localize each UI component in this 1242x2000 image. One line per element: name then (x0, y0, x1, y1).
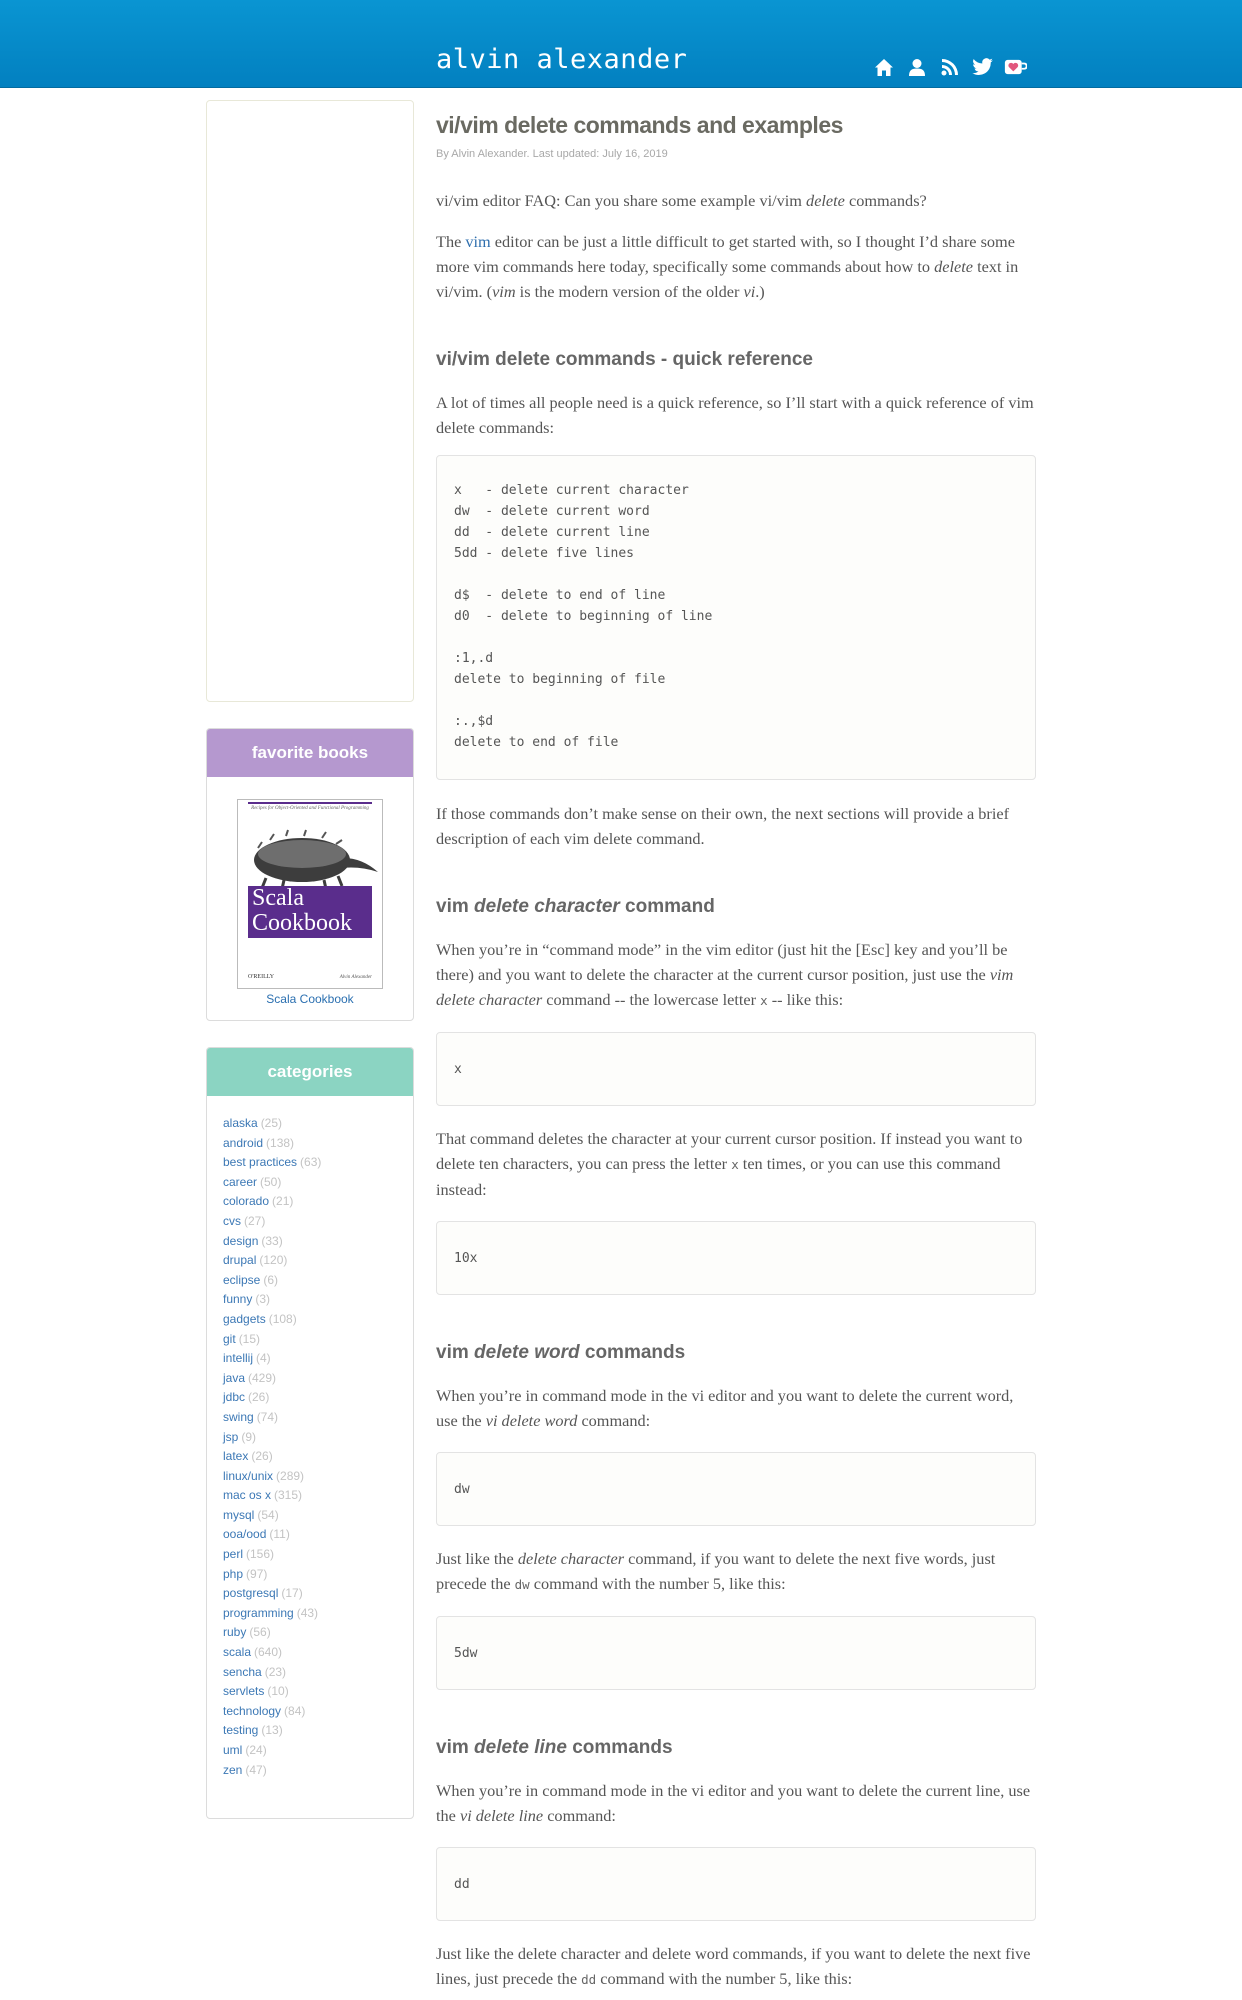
category-link[interactable]: java (223, 1370, 246, 1385)
category-item (223, 1565, 413, 1585)
category-link[interactable]: mac os x (223, 1488, 272, 1503)
category-item (223, 1330, 413, 1350)
category-count: (74) (256, 1409, 279, 1424)
delete-character-paragraph: When you’re in “command mode” in the vim editor (just hit the [Esc] key and you’ll be there) and you want to delete the character at the current cursor position, just use the vim delete character command -- the lowercase letter x -- like this: (436, 940, 1014, 1009)
category-count: (26) (251, 1449, 273, 1464)
five-words-paragraph: Just like the delete character command, if you want to delete the next five words, just precede the dw command with the number 5, like this: (436, 1549, 996, 1593)
category-link[interactable]: jsp (223, 1429, 239, 1444)
category-item (223, 1604, 413, 1624)
site-header (0, 0, 1242, 88)
category-link[interactable]: servlets (223, 1684, 265, 1699)
category-count: (63) (300, 1155, 322, 1170)
article (436, 112, 1036, 1992)
heading-delete-line: vim delete line commands (436, 1737, 673, 1758)
user-icon[interactable] (905, 56, 928, 78)
category-link[interactable]: git (223, 1331, 236, 1346)
article-byline: By Alvin Alexander. Last updated: July 16, 2019 (436, 148, 668, 160)
category-count: (4) (256, 1351, 271, 1366)
heading-delete-character: vim delete character command (436, 896, 715, 917)
code-line: dw - delete current word (454, 504, 650, 519)
code-line (454, 564, 1018, 585)
category-item (223, 1741, 413, 1761)
code-line: x - delete current character (454, 483, 689, 498)
category-link[interactable]: android (223, 1135, 264, 1150)
category-count: (24) (245, 1743, 267, 1757)
category-item (223, 1271, 413, 1291)
code-block-x: x (436, 1032, 1036, 1106)
category-item (223, 1428, 413, 1448)
book-publisher: O'REILLY (248, 974, 275, 980)
category-item (223, 1545, 413, 1565)
category-item (223, 1153, 413, 1173)
category-count: (640) (254, 1645, 283, 1660)
category-count: (56) (249, 1625, 271, 1640)
category-item (223, 1251, 413, 1271)
category-item (223, 1525, 413, 1545)
category-link[interactable]: zen (223, 1762, 243, 1777)
category-link[interactable]: postgresql (223, 1586, 279, 1601)
category-item (223, 1623, 413, 1643)
category-link[interactable]: eclipse (223, 1272, 261, 1287)
delete-word-paragraph: When you’re in command mode in the vi editor and you want to delete the current word, use the vi delete word command: (436, 1386, 1014, 1430)
category-link[interactable]: cvs (223, 1213, 241, 1228)
category-link[interactable]: ruby (223, 1625, 247, 1640)
category-count: (15) (238, 1331, 261, 1346)
category-link[interactable]: gadgets (223, 1311, 266, 1326)
echidna-illustration (244, 828, 380, 890)
category-link[interactable]: design (223, 1233, 259, 1248)
category-count: (120) (259, 1253, 288, 1268)
category-item (223, 1369, 413, 1389)
vim-link[interactable]: vim (465, 232, 491, 251)
favorite-books-widget (206, 728, 414, 1021)
category-item (223, 1114, 413, 1134)
category-count: (315) (274, 1488, 303, 1503)
category-count: (50) (260, 1174, 282, 1189)
category-count: (54) (257, 1507, 279, 1522)
code-line: d0 - delete to beginning of line (454, 609, 713, 624)
category-count: (27) (244, 1213, 266, 1228)
category-link[interactable]: funny (223, 1292, 253, 1307)
category-item (223, 1584, 413, 1604)
category-item (223, 1232, 413, 1252)
category-count: (10) (267, 1684, 289, 1699)
category-item (223, 1761, 413, 1781)
sense-paragraph: If those commands don’t make sense on their own, the next sections will provide a brief description of each vim delete command. (436, 804, 1010, 848)
category-item (223, 1702, 413, 1722)
heading-quick-reference: vi/vim delete commands - quick reference (436, 349, 813, 370)
rss-icon[interactable] (938, 56, 961, 78)
category-item (223, 1134, 413, 1154)
intro-paragraph: The vim editor can be just a little difficult to get started with, so I thought I’d share some more vim commands here today, specifically some commands about how to delete text in vi/vim. (vim is the modern version of the older vi.) (436, 232, 1019, 301)
category-count: (11) (269, 1527, 290, 1542)
heading-delete-word: vim delete word commands (436, 1342, 686, 1363)
category-link[interactable]: sencha (223, 1664, 262, 1679)
category-count: (13) (261, 1723, 283, 1738)
favorite-books-heading: favorite books (207, 729, 413, 777)
code-line: d$ - delete to end of line (454, 588, 666, 603)
category-item (223, 1506, 413, 1526)
category-item (223, 1310, 413, 1330)
category-item (223, 1349, 413, 1369)
quick-reference-code-block (436, 455, 1036, 780)
categories-widget (206, 1047, 414, 1819)
category-count: (21) (272, 1194, 294, 1209)
category-item (223, 1408, 413, 1428)
category-link[interactable]: technology (223, 1703, 282, 1718)
code-line: delete to end of file (454, 735, 619, 750)
category-link[interactable]: perl (223, 1547, 244, 1562)
code-block-10x: 10x (436, 1221, 1036, 1295)
category-count: (43) (296, 1605, 319, 1620)
ten-characters-paragraph: That command deletes the character at your current cursor position. If instead you want to delete ten characters, you can press the letter x ten times, or you can use this command instead: (436, 1129, 1023, 1199)
category-item (223, 1447, 413, 1467)
category-item (223, 1486, 413, 1506)
code-line: delete to beginning of file (454, 672, 666, 687)
site-title-link[interactable]: alvin alexander (436, 44, 688, 75)
book-cover-subtitle: Recipes for Object-Oriented and Functional Programming (251, 806, 369, 811)
home-icon[interactable] (872, 56, 895, 78)
category-link[interactable]: testing (223, 1723, 259, 1738)
category-count: (429) (248, 1370, 277, 1385)
code-line (454, 627, 1018, 648)
header-icon-bar (872, 56, 1027, 78)
ad-placeholder (206, 100, 414, 702)
category-link[interactable]: uml (223, 1743, 243, 1757)
coffee-heart-icon[interactable] (1004, 56, 1027, 78)
category-count: (26) (248, 1390, 270, 1405)
categories-heading: categories (207, 1048, 413, 1096)
sidebar (206, 100, 414, 1819)
category-link[interactable]: colorado (223, 1194, 270, 1209)
category-link[interactable]: php (223, 1566, 244, 1581)
category-link[interactable]: linux/unix (223, 1468, 274, 1483)
category-count: (33) (261, 1233, 283, 1248)
category-item (223, 1388, 413, 1408)
code-block-5dw: 5dw (436, 1616, 1036, 1690)
category-item (223, 1682, 413, 1702)
category-link[interactable]: scala (223, 1645, 252, 1660)
quick-reference-paragraph: A lot of times all people need is a quick reference, so I’ll start with a quick reference of vim delete commands: (436, 393, 1034, 437)
page-title: vi/vim delete commands and examples (436, 112, 843, 138)
category-count: (138) (266, 1135, 295, 1150)
category-count: (84) (284, 1703, 306, 1718)
code-line: :.,$d (454, 714, 494, 729)
category-list (207, 1096, 413, 1818)
category-count: (9) (241, 1429, 257, 1444)
book-author: Alvin Alexander (339, 975, 372, 980)
scala-cookbook-cover[interactable] (237, 799, 383, 989)
category-count: (6) (263, 1272, 279, 1287)
category-link[interactable]: programming (223, 1605, 294, 1620)
twitter-icon[interactable] (971, 56, 994, 78)
delete-line-paragraph: When you’re in command mode in the vi editor and you want to delete the current line, use the vi delete line command: (436, 1781, 1031, 1825)
category-link[interactable]: drupal (223, 1253, 257, 1268)
category-count: (108) (268, 1311, 297, 1326)
category-item (223, 1467, 413, 1487)
category-item (223, 1173, 413, 1193)
category-link[interactable]: swing (223, 1409, 254, 1424)
category-count: (25) (260, 1116, 283, 1130)
category-link[interactable]: career (223, 1174, 258, 1189)
code-line: dd - delete current line (454, 525, 650, 540)
category-link[interactable]: ooa/ood (223, 1527, 267, 1542)
code-line (454, 690, 1018, 711)
category-count: (23) (264, 1664, 287, 1679)
code-block-dw: dw (436, 1452, 1036, 1526)
category-item (223, 1212, 413, 1232)
code-line: 5dd - delete five lines (454, 546, 635, 561)
category-link[interactable]: jdbc (223, 1390, 246, 1405)
faq-paragraph: vi/vim editor FAQ: Can you share some example vi/vim delete commands? (436, 191, 927, 210)
category-count: (47) (245, 1762, 267, 1777)
book-caption-link[interactable]: Scala Cookbook (266, 992, 354, 1006)
book-cover-title: Scala Cookbook (248, 886, 372, 938)
category-count: (289) (276, 1468, 305, 1483)
code-block-dd: dd (436, 1847, 1036, 1921)
category-item (223, 1290, 413, 1310)
category-link[interactable]: alaska (223, 1116, 258, 1130)
five-lines-paragraph: Just like the delete character and delete word commands, if you want to delete the next five lines, just precede the dd command with the number 5, like this: (436, 1944, 1031, 1988)
category-item (223, 1721, 413, 1741)
category-item (223, 1663, 413, 1683)
category-link[interactable]: mysql (223, 1507, 255, 1522)
category-count: (156) (246, 1547, 275, 1562)
category-count: (17) (281, 1586, 303, 1601)
code-line: :1,.d (454, 651, 494, 666)
category-item (223, 1192, 413, 1212)
category-link[interactable]: best practices (223, 1155, 298, 1170)
category-item (223, 1643, 413, 1663)
category-link[interactable]: intellij (223, 1351, 254, 1366)
category-count: (3) (255, 1292, 271, 1307)
category-count: (97) (246, 1566, 268, 1581)
category-link[interactable]: latex (223, 1449, 249, 1464)
